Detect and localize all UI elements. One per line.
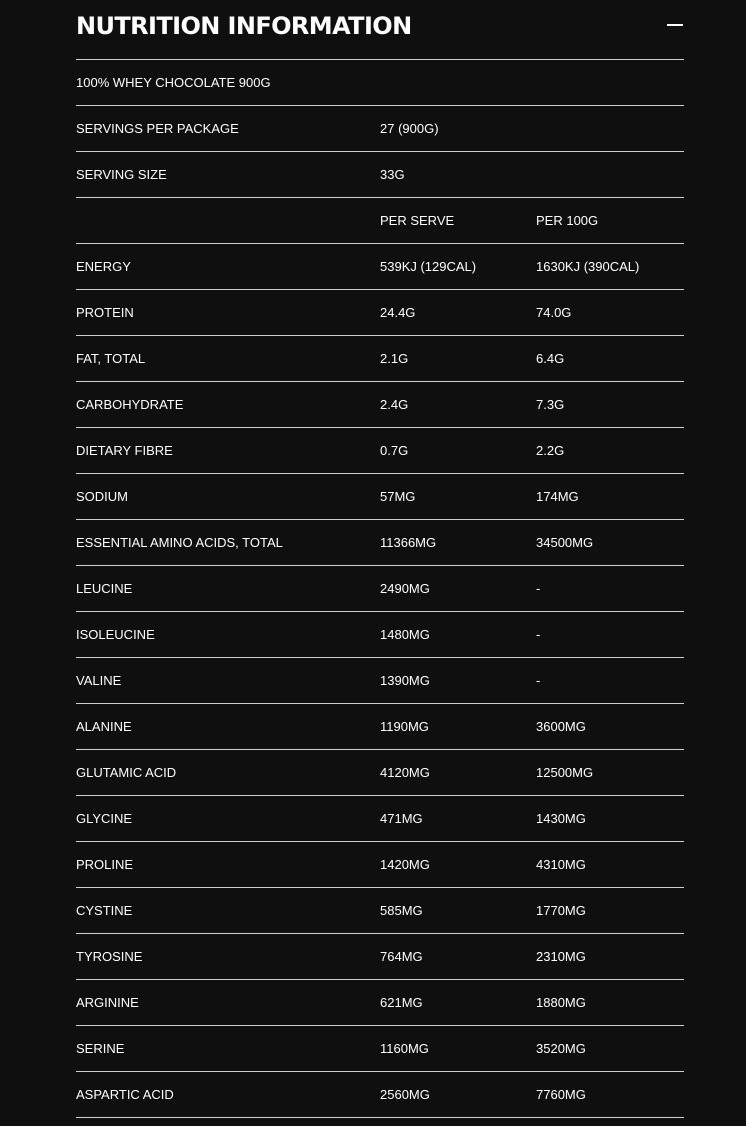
per-100g-value: 7760MG — [536, 1087, 586, 1102]
table-row — [76, 796, 684, 842]
nutrient-rows — [76, 244, 684, 1118]
per-serve-value: 1160MG — [380, 1041, 429, 1056]
per-serve-value: 764MG — [380, 949, 423, 964]
per-100g-value: 2310MG — [536, 949, 586, 964]
servings-row — [76, 106, 684, 152]
servings-label: SERVINGS PER PACKAGE — [76, 121, 239, 136]
collapse-button[interactable] — [666, 16, 684, 34]
nutrient-name: PROLINE — [76, 857, 134, 872]
nutrition-accordion — [76, 0, 684, 1118]
per-serve-value: 2490MG — [380, 581, 430, 596]
per-100g-value: 74.0G — [536, 305, 572, 320]
per-100g-value: 6.4G — [536, 351, 565, 366]
per-serve-value: 57MG — [380, 489, 416, 504]
nutrient-name: DIETARY FIBRE — [76, 443, 173, 458]
per-serve-value: 471MG — [380, 811, 423, 826]
per-100g-value: 3520MG — [536, 1041, 586, 1056]
product-name: 100% WHEY CHOCOLATE 900G — [76, 75, 271, 90]
table-row — [76, 842, 684, 888]
table-row — [76, 520, 684, 566]
nutrient-name: ENERGY — [76, 259, 131, 274]
per-100g-value: 174MG — [536, 489, 579, 504]
table-row — [76, 658, 684, 704]
per-100g-value: - — [536, 673, 541, 688]
table-row — [76, 428, 684, 474]
per-serve-value: 2560MG — [380, 1087, 430, 1102]
per-serve-value: 2.4G — [380, 397, 409, 412]
table-row — [76, 566, 684, 612]
per-100g-value: 2.2G — [536, 443, 565, 458]
table-row — [76, 1072, 684, 1118]
table-row — [76, 980, 684, 1026]
nutrient-name: SERINE — [76, 1041, 125, 1056]
table-row — [76, 888, 684, 934]
nutrient-name: ARGININE — [76, 995, 139, 1010]
nutrient-name: ESSENTIAL AMINO ACIDS, TOTAL — [76, 535, 283, 550]
per-100g-value: 34500MG — [536, 535, 594, 550]
section-title: NUTRITION INFORMATION — [76, 12, 412, 40]
per-serve-value: 1190MG — [380, 719, 429, 734]
table-row — [76, 382, 684, 428]
nutrient-name: ALANINE — [76, 719, 132, 734]
nutrient-name: CYSTINE — [76, 903, 133, 918]
table-row — [76, 750, 684, 796]
per-100g-value: 1630KJ (390CAL) — [536, 259, 640, 274]
nutrient-name: SODIUM — [76, 489, 128, 504]
accordion-header[interactable] — [76, 0, 684, 60]
table-row — [76, 336, 684, 382]
per-100g-value: 1880MG — [536, 995, 586, 1010]
serving-size-label: SERVING SIZE — [76, 167, 167, 182]
table-row — [76, 244, 684, 290]
per-serve-value: 24.4G — [380, 305, 416, 320]
per-100g-value: 1430MG — [536, 811, 586, 826]
per-100g-value: 1770MG — [536, 903, 586, 918]
minus-icon — [667, 24, 683, 26]
table-row — [76, 290, 684, 336]
nutrient-name: ASPARTIC ACID — [76, 1087, 174, 1102]
per-100g-value: 4310MG — [536, 857, 586, 872]
nutrient-name: TYROSINE — [76, 949, 143, 964]
nutrient-name: CARBOHYDRATE — [76, 397, 184, 412]
per-serve-value: 2.1G — [380, 351, 409, 366]
per-100g-value: 12500MG — [536, 765, 594, 780]
per-100g-value: - — [536, 581, 541, 596]
product-row — [76, 60, 684, 106]
per-serve-value: 539KJ (129CAL) — [380, 259, 477, 274]
per-100g-value: 3600MG — [536, 719, 586, 734]
nutrient-name: VALINE — [76, 673, 122, 688]
per-serve-value: 1390MG — [380, 673, 430, 688]
table-row — [76, 474, 684, 520]
table-row — [76, 612, 684, 658]
per-serve-value: 1480MG — [380, 627, 430, 642]
serving-size-value: 33G — [380, 167, 405, 182]
table-row — [76, 1026, 684, 1072]
nutrient-name: GLUTAMIC ACID — [76, 765, 177, 780]
per-100g-header: PER 100G — [536, 213, 599, 228]
table-row — [76, 704, 684, 750]
nutrient-name: FAT, TOTAL — [76, 351, 146, 366]
column-header-row — [76, 198, 684, 244]
serving-size-row — [76, 152, 684, 198]
table-row — [76, 934, 684, 980]
per-100g-value: - — [536, 627, 541, 642]
nutrient-name: ISOLEUCINE — [76, 627, 155, 642]
per-100g-value: 7.3G — [536, 397, 565, 412]
per-serve-value: 621MG — [380, 995, 423, 1010]
nutrient-name: PROTEIN — [76, 305, 134, 320]
per-serve-value: 4120MG — [380, 765, 430, 780]
nutrient-name: LEUCINE — [76, 581, 133, 596]
per-serve-value: 11366MG — [380, 535, 437, 550]
per-serve-value: 585MG — [380, 903, 423, 918]
servings-value: 27 (900G) — [380, 121, 439, 136]
per-serve-value: 0.7G — [380, 443, 409, 458]
per-serve-header: PER SERVE — [380, 213, 455, 228]
nutrition-table — [76, 60, 684, 1118]
per-serve-value: 1420MG — [380, 857, 430, 872]
nutrient-name: GLYCINE — [76, 811, 133, 826]
